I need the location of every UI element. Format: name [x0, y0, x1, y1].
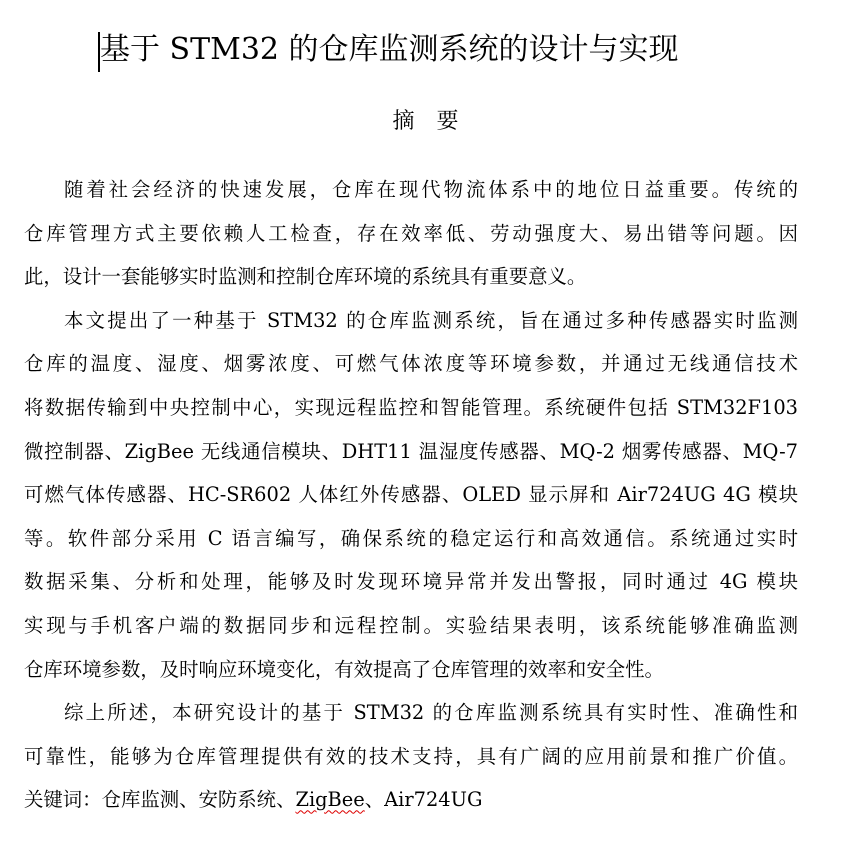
paragraph-2 [24, 299, 798, 691]
text-line: 将数据传输到中央控制中心，实现远程监控和智能管理。系统硬件包括 STM32F103 [24, 395, 798, 419]
paragraph-1 [24, 168, 798, 299]
abstract-body [24, 168, 798, 822]
text-line: 仓库管理方式主要依赖人工检查，存在效率低、劳动强度大、易出错等问题。因 [24, 221, 798, 245]
abstract-heading: 摘要 [392, 109, 481, 134]
text-line: 仓库环境参数，及时响应环境变化，有效提高了仓库管理的效率和安全性。 [24, 657, 664, 681]
text-line: 综上所述，本研究设计的基于 STM32 的仓库监测系统具有实时性、准确性和 [64, 701, 798, 725]
text-line: 随着社会经济的快速发展，仓库在现代物流体系中的地位日益重要。传统的 [64, 178, 798, 201]
keywords-line [24, 778, 798, 822]
text-line: 实现与手机客户端的数据同步和远程控制。实验结果表明，该系统能够准确监测 [24, 613, 798, 637]
text-line: 数据采集、分析和处理，能够及时发现环境异常并发出警报，同时通过 4G 模块 [24, 570, 798, 594]
paragraph-3 [24, 691, 798, 778]
keyword-zigbee-spellcheck[interactable]: ZigBee [295, 788, 365, 812]
text-line: 可靠性，能够为仓库管理提供有效的技术支持，具有广阔的应用前景和推广价值。 [24, 744, 798, 768]
text-line: 此，设计一套能够实时监测和控制仓库环境的系统具有重要意义。 [24, 265, 587, 289]
document-title: 基于 STM32 的仓库监测系统的设计与实现 [100, 32, 679, 67]
text-line: 仓库的温度、湿度、烟雾浓度、可燃气体浓度等环境参数，并通过无线通信技术 [24, 352, 798, 376]
keywords-label: 关键词： [24, 788, 102, 812]
keywords-list: 仓库监测、安防系统、 [101, 788, 296, 812]
text-line: 等。软件部分采用 C 语言编写，确保系统的稳定运行和高效通信。系统通过实时 [24, 526, 798, 550]
text-line: 微控制器、ZigBee 无线通信模块、DHT11 温湿度传感器、MQ-2 烟雾传感器、MQ-7 [24, 439, 798, 463]
keywords-list-end: 、Air724UG [364, 788, 483, 812]
text-line: 可燃气体传感器、HC-SR602 人体红外传感器、OLED 显示屏和 Air724UG 4G 模块 [24, 483, 798, 507]
text-line: 本文提出了一种基于 STM32 的仓库监测系统，旨在通过多种传感器实时监测 [64, 308, 798, 332]
